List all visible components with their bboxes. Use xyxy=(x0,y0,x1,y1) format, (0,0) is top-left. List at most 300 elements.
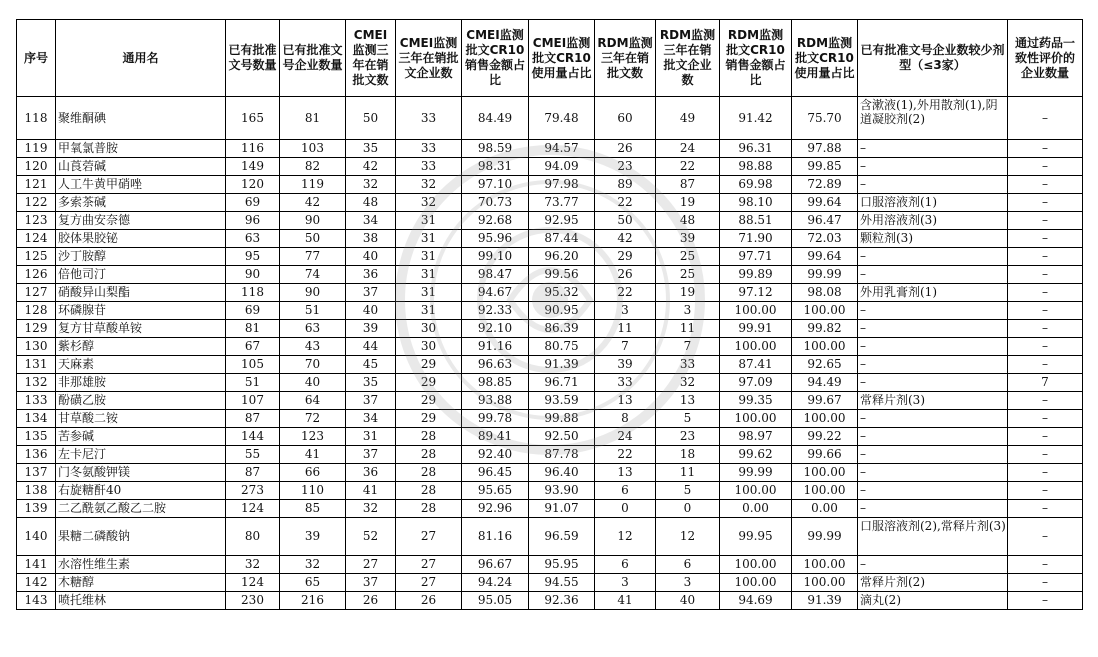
table-cell-col-0: 118 xyxy=(17,97,56,140)
column-header-4: CMEI监测三年在销批文数 xyxy=(346,20,396,97)
header-row xyxy=(17,20,1083,97)
table-cell-col-0: 122 xyxy=(17,194,56,212)
table-cell-col-7: 87.44 xyxy=(529,230,595,248)
table-cell-col-4: 35 xyxy=(346,374,396,392)
table-cell-col-1: 木糖醇 xyxy=(56,574,226,592)
table-cell-col-8: 6 xyxy=(595,482,656,500)
table-cell-col-13: – xyxy=(1008,592,1083,610)
table-row xyxy=(17,158,1083,176)
column-header-12: 已有批准文号企业数较少剂型（≤3家） xyxy=(858,20,1008,97)
table-row xyxy=(17,410,1083,428)
table-row xyxy=(17,428,1083,446)
table-cell-col-4: 37 xyxy=(346,574,396,592)
table-cell-col-4: 37 xyxy=(346,392,396,410)
table-cell-col-0: 121 xyxy=(17,176,56,194)
table-cell-col-1: 聚维酮碘 xyxy=(56,97,226,140)
table-cell-col-4: 37 xyxy=(346,446,396,464)
table-cell-col-5: 29 xyxy=(396,392,462,410)
table-cell-col-10: 97.09 xyxy=(720,374,792,392)
table-cell-col-11: 72.03 xyxy=(792,230,858,248)
table-row xyxy=(17,574,1083,592)
table-cell-col-7: 91.07 xyxy=(529,500,595,518)
table-cell-col-10: 99.95 xyxy=(720,518,792,556)
table-cell-col-11: 99.67 xyxy=(792,392,858,410)
table-cell-col-13: – xyxy=(1008,446,1083,464)
table-cell-col-6: 95.05 xyxy=(462,592,529,610)
table-cell-col-0: 120 xyxy=(17,158,56,176)
table-row xyxy=(17,248,1083,266)
table-cell-col-4: 40 xyxy=(346,302,396,320)
table-cell-col-13: – xyxy=(1008,158,1083,176)
table-cell-col-6: 95.96 xyxy=(462,230,529,248)
table-cell-col-11: 96.47 xyxy=(792,212,858,230)
table-cell-col-11: 72.89 xyxy=(792,176,858,194)
table-cell-col-3: 85 xyxy=(280,500,346,518)
table-cell-col-7: 99.56 xyxy=(529,266,595,284)
table-cell-col-0: 137 xyxy=(17,464,56,482)
table-cell-col-10: 94.69 xyxy=(720,592,792,610)
table-cell-col-12: – xyxy=(858,356,1008,374)
table-cell-col-12: 常释片剂(2) xyxy=(858,574,1008,592)
table-cell-col-12: 口服溶液剂(1) xyxy=(858,194,1008,212)
table-header xyxy=(17,20,1083,97)
table-cell-col-6: 97.10 xyxy=(462,176,529,194)
column-header-5: CMEI监测三年在销批文企业数 xyxy=(396,20,462,97)
table-cell-col-1: 山莨菪碱 xyxy=(56,158,226,176)
column-header-1: 通用名 xyxy=(56,20,226,97)
table-cell-col-8: 41 xyxy=(595,592,656,610)
table-cell-col-4: 52 xyxy=(346,518,396,556)
table-cell-col-1: 甘草酸二铵 xyxy=(56,410,226,428)
table-cell-col-11: 0.00 xyxy=(792,500,858,518)
table-cell-col-4: 32 xyxy=(346,176,396,194)
table-cell-col-5: 28 xyxy=(396,482,462,500)
table-cell-col-4: 34 xyxy=(346,410,396,428)
table-cell-col-11: 100.00 xyxy=(792,302,858,320)
table-cell-col-7: 93.59 xyxy=(529,392,595,410)
table-cell-col-4: 26 xyxy=(346,592,396,610)
table-cell-col-8: 11 xyxy=(595,320,656,338)
table-cell-col-5: 31 xyxy=(396,284,462,302)
table-cell-col-3: 32 xyxy=(280,556,346,574)
table-cell-col-3: 65 xyxy=(280,574,346,592)
table-cell-col-9: 33 xyxy=(656,356,720,374)
table-row xyxy=(17,482,1083,500)
table-cell-col-6: 96.63 xyxy=(462,356,529,374)
table-cell-col-0: 133 xyxy=(17,392,56,410)
table-cell-col-8: 29 xyxy=(595,248,656,266)
table-cell-col-11: 99.64 xyxy=(792,194,858,212)
table-cell-col-5: 33 xyxy=(396,140,462,158)
table-cell-col-12: – xyxy=(858,266,1008,284)
table-cell-col-13: – xyxy=(1008,574,1083,592)
table-cell-col-6: 94.24 xyxy=(462,574,529,592)
table-cell-col-6: 98.85 xyxy=(462,374,529,392)
table-cell-col-0: 132 xyxy=(17,374,56,392)
table-cell-col-3: 82 xyxy=(280,158,346,176)
table-cell-col-10: 98.88 xyxy=(720,158,792,176)
table-row xyxy=(17,284,1083,302)
table-cell-col-2: 81 xyxy=(226,320,280,338)
table-cell-col-9: 5 xyxy=(656,410,720,428)
table-cell-col-9: 49 xyxy=(656,97,720,140)
table-cell-col-8: 24 xyxy=(595,428,656,446)
table-row xyxy=(17,140,1083,158)
table-cell-col-3: 81 xyxy=(280,97,346,140)
table-cell-col-10: 99.35 xyxy=(720,392,792,410)
table-cell-col-5: 31 xyxy=(396,266,462,284)
table-cell-col-13: – xyxy=(1008,320,1083,338)
table-cell-col-1: 多索茶碱 xyxy=(56,194,226,212)
table-cell-col-9: 23 xyxy=(656,428,720,446)
table-cell-col-3: 70 xyxy=(280,356,346,374)
table-cell-col-6: 95.65 xyxy=(462,482,529,500)
table-cell-col-3: 216 xyxy=(280,592,346,610)
column-header-8: RDM监测三年在销批文数 xyxy=(595,20,656,97)
table-cell-col-10: 96.31 xyxy=(720,140,792,158)
table-cell-col-12: – xyxy=(858,338,1008,356)
table-cell-col-0: 125 xyxy=(17,248,56,266)
table-cell-col-8: 33 xyxy=(595,374,656,392)
table-row xyxy=(17,556,1083,574)
table-cell-col-1: 左卡尼汀 xyxy=(56,446,226,464)
table-cell-col-8: 39 xyxy=(595,356,656,374)
table-cell-col-1: 硝酸异山梨酯 xyxy=(56,284,226,302)
table-cell-col-13: – xyxy=(1008,176,1083,194)
table-cell-col-2: 69 xyxy=(226,302,280,320)
table-cell-col-7: 79.48 xyxy=(529,97,595,140)
table-cell-col-11: 91.39 xyxy=(792,592,858,610)
table-cell-col-1: 水溶性维生素 xyxy=(56,556,226,574)
table-cell-col-11: 98.08 xyxy=(792,284,858,302)
table-cell-col-1: 人工牛黄甲硝唑 xyxy=(56,176,226,194)
table-row xyxy=(17,518,1083,556)
table-cell-col-9: 7 xyxy=(656,338,720,356)
table-cell-col-11: 100.00 xyxy=(792,574,858,592)
table-cell-col-6: 92.40 xyxy=(462,446,529,464)
table-cell-col-13: – xyxy=(1008,356,1083,374)
table-row xyxy=(17,356,1083,374)
table-cell-col-11: 99.99 xyxy=(792,266,858,284)
table-cell-col-4: 34 xyxy=(346,212,396,230)
table-cell-col-4: 36 xyxy=(346,266,396,284)
table-cell-col-5: 28 xyxy=(396,500,462,518)
table-cell-col-7: 92.36 xyxy=(529,592,595,610)
table-cell-col-11: 100.00 xyxy=(792,464,858,482)
table-cell-col-2: 87 xyxy=(226,464,280,482)
table-cell-col-7: 93.90 xyxy=(529,482,595,500)
table-cell-col-6: 98.59 xyxy=(462,140,529,158)
table-cell-col-1: 二乙酰氨乙酸乙二胺 xyxy=(56,500,226,518)
table-cell-col-2: 107 xyxy=(226,392,280,410)
table-cell-col-9: 22 xyxy=(656,158,720,176)
table-cell-col-2: 95 xyxy=(226,248,280,266)
table-row xyxy=(17,176,1083,194)
table-cell-col-2: 51 xyxy=(226,374,280,392)
table-cell-col-5: 31 xyxy=(396,230,462,248)
table-cell-col-9: 40 xyxy=(656,592,720,610)
table-cell-col-13: – xyxy=(1008,410,1083,428)
table-cell-col-8: 8 xyxy=(595,410,656,428)
table-cell-col-10: 91.42 xyxy=(720,97,792,140)
table-cell-col-1: 果糖二磷酸钠 xyxy=(56,518,226,556)
table-cell-col-13: – xyxy=(1008,338,1083,356)
table-cell-col-6: 92.10 xyxy=(462,320,529,338)
table-cell-col-3: 90 xyxy=(280,212,346,230)
table-cell-col-12: – xyxy=(858,410,1008,428)
table-cell-col-3: 123 xyxy=(280,428,346,446)
table-cell-col-11: 94.49 xyxy=(792,374,858,392)
table-cell-col-12: 口服溶液剂(2),常释片剂(3) xyxy=(858,518,1008,556)
table-cell-col-6: 89.41 xyxy=(462,428,529,446)
column-header-7: CMEI监测批文CR10使用量占比 xyxy=(529,20,595,97)
table-cell-col-6: 92.68 xyxy=(462,212,529,230)
table-cell-col-2: 80 xyxy=(226,518,280,556)
table-cell-col-9: 3 xyxy=(656,574,720,592)
table-cell-col-11: 92.65 xyxy=(792,356,858,374)
table-cell-col-12: – xyxy=(858,428,1008,446)
table-cell-col-12: – xyxy=(858,140,1008,158)
table-cell-col-11: 99.82 xyxy=(792,320,858,338)
table-cell-col-13: – xyxy=(1008,482,1083,500)
table-cell-col-11: 99.22 xyxy=(792,428,858,446)
table-cell-col-10: 0.00 xyxy=(720,500,792,518)
table-cell-col-8: 13 xyxy=(595,392,656,410)
table-cell-col-12: – xyxy=(858,320,1008,338)
table-cell-col-4: 45 xyxy=(346,356,396,374)
table-cell-col-2: 69 xyxy=(226,194,280,212)
table-cell-col-4: 42 xyxy=(346,158,396,176)
table-cell-col-7: 92.50 xyxy=(529,428,595,446)
table-row xyxy=(17,464,1083,482)
table-cell-col-2: 87 xyxy=(226,410,280,428)
table-cell-col-4: 44 xyxy=(346,338,396,356)
table-cell-col-10: 100.00 xyxy=(720,338,792,356)
table-cell-col-5: 32 xyxy=(396,176,462,194)
table-cell-col-5: 28 xyxy=(396,446,462,464)
table-cell-col-3: 77 xyxy=(280,248,346,266)
table-cell-col-12: – xyxy=(858,464,1008,482)
table-cell-col-4: 32 xyxy=(346,500,396,518)
table-cell-col-2: 105 xyxy=(226,356,280,374)
table-cell-col-2: 90 xyxy=(226,266,280,284)
table-cell-col-1: 沙丁胺醇 xyxy=(56,248,226,266)
table-cell-col-7: 90.95 xyxy=(529,302,595,320)
table-cell-col-2: 118 xyxy=(226,284,280,302)
drug-data-table xyxy=(16,19,1083,610)
table-cell-col-8: 3 xyxy=(595,574,656,592)
table-cell-col-7: 87.78 xyxy=(529,446,595,464)
table-cell-col-8: 60 xyxy=(595,97,656,140)
table-cell-col-1: 倍他司汀 xyxy=(56,266,226,284)
table-cell-col-11: 99.64 xyxy=(792,248,858,266)
table-cell-col-5: 30 xyxy=(396,320,462,338)
table-cell-col-0: 134 xyxy=(17,410,56,428)
table-row xyxy=(17,97,1083,140)
table-cell-col-2: 165 xyxy=(226,97,280,140)
table-cell-col-13: – xyxy=(1008,392,1083,410)
table-cell-col-2: 230 xyxy=(226,592,280,610)
table-cell-col-11: 97.88 xyxy=(792,140,858,158)
table-cell-col-8: 89 xyxy=(595,176,656,194)
table-cell-col-4: 41 xyxy=(346,482,396,500)
table-cell-col-1: 喷托维林 xyxy=(56,592,226,610)
table-cell-col-13: – xyxy=(1008,428,1083,446)
table-cell-col-9: 25 xyxy=(656,266,720,284)
table-cell-col-5: 31 xyxy=(396,302,462,320)
table-cell-col-0: 140 xyxy=(17,518,56,556)
table-cell-col-9: 19 xyxy=(656,284,720,302)
table-cell-col-6: 92.96 xyxy=(462,500,529,518)
table-cell-col-12: – xyxy=(858,556,1008,574)
table-cell-col-10: 97.12 xyxy=(720,284,792,302)
table-cell-col-13: – xyxy=(1008,194,1083,212)
table-cell-col-4: 48 xyxy=(346,194,396,212)
table-cell-col-8: 22 xyxy=(595,194,656,212)
table-cell-col-7: 94.57 xyxy=(529,140,595,158)
table-cell-col-10: 100.00 xyxy=(720,410,792,428)
table-cell-col-13: – xyxy=(1008,266,1083,284)
table-cell-col-12: – xyxy=(858,374,1008,392)
table-cell-col-5: 31 xyxy=(396,212,462,230)
table-cell-col-2: 55 xyxy=(226,446,280,464)
table-cell-col-2: 32 xyxy=(226,556,280,574)
table-cell-col-2: 124 xyxy=(226,500,280,518)
table-cell-col-3: 63 xyxy=(280,320,346,338)
table-cell-col-10: 87.41 xyxy=(720,356,792,374)
table-cell-col-4: 37 xyxy=(346,284,396,302)
table-cell-col-12: – xyxy=(858,482,1008,500)
table-cell-col-13: – xyxy=(1008,302,1083,320)
table-cell-col-9: 32 xyxy=(656,374,720,392)
table-cell-col-6: 99.10 xyxy=(462,248,529,266)
table-cell-col-10: 100.00 xyxy=(720,574,792,592)
table-cell-col-8: 22 xyxy=(595,446,656,464)
column-header-2: 已有批准文号数量 xyxy=(226,20,280,97)
table-cell-col-5: 29 xyxy=(396,356,462,374)
table-cell-col-7: 92.95 xyxy=(529,212,595,230)
table-cell-col-9: 12 xyxy=(656,518,720,556)
table-cell-col-9: 19 xyxy=(656,194,720,212)
table-cell-col-5: 27 xyxy=(396,556,462,574)
table-row xyxy=(17,320,1083,338)
table-cell-col-12: 颗粒剂(3) xyxy=(858,230,1008,248)
column-header-9: RDM监测三年在销批文企业数 xyxy=(656,20,720,97)
table-cell-col-8: 7 xyxy=(595,338,656,356)
table-cell-col-0: 131 xyxy=(17,356,56,374)
table-cell-col-10: 99.91 xyxy=(720,320,792,338)
table-row xyxy=(17,338,1083,356)
table-cell-col-0: 123 xyxy=(17,212,56,230)
table-cell-col-0: 119 xyxy=(17,140,56,158)
table-row xyxy=(17,230,1083,248)
table-row xyxy=(17,302,1083,320)
table-cell-col-1: 环磷腺苷 xyxy=(56,302,226,320)
table-cell-col-10: 98.10 xyxy=(720,194,792,212)
table-cell-col-1: 复方甘草酸单铵 xyxy=(56,320,226,338)
table-cell-col-12: – xyxy=(858,500,1008,518)
table-cell-col-5: 33 xyxy=(396,158,462,176)
table-cell-col-3: 40 xyxy=(280,374,346,392)
table-cell-col-12: – xyxy=(858,302,1008,320)
table-cell-col-6: 93.88 xyxy=(462,392,529,410)
table-row xyxy=(17,592,1083,610)
table-cell-col-9: 3 xyxy=(656,302,720,320)
table-cell-col-5: 29 xyxy=(396,374,462,392)
table-cell-col-0: 135 xyxy=(17,428,56,446)
table-cell-col-7: 96.40 xyxy=(529,464,595,482)
table-cell-col-12: – xyxy=(858,158,1008,176)
table-cell-col-11: 99.66 xyxy=(792,446,858,464)
table-cell-col-13: – xyxy=(1008,500,1083,518)
table-cell-col-8: 23 xyxy=(595,158,656,176)
table-cell-col-6: 84.49 xyxy=(462,97,529,140)
table-cell-col-9: 11 xyxy=(656,320,720,338)
table-cell-col-3: 64 xyxy=(280,392,346,410)
table-row xyxy=(17,212,1083,230)
table-cell-col-8: 12 xyxy=(595,518,656,556)
table-row xyxy=(17,194,1083,212)
table-cell-col-4: 38 xyxy=(346,230,396,248)
table-cell-col-9: 18 xyxy=(656,446,720,464)
table-cell-col-12: 外用乳膏剂(1) xyxy=(858,284,1008,302)
table-cell-col-9: 39 xyxy=(656,230,720,248)
table-cell-col-1: 非那雄胺 xyxy=(56,374,226,392)
table-cell-col-5: 26 xyxy=(396,592,462,610)
table-cell-col-8: 6 xyxy=(595,556,656,574)
table-cell-col-6: 99.78 xyxy=(462,410,529,428)
table-cell-col-3: 74 xyxy=(280,266,346,284)
table-cell-col-9: 5 xyxy=(656,482,720,500)
table-cell-col-11: 100.00 xyxy=(792,338,858,356)
table-cell-col-3: 119 xyxy=(280,176,346,194)
table-cell-col-4: 36 xyxy=(346,464,396,482)
table-cell-col-8: 50 xyxy=(595,212,656,230)
table-cell-col-3: 39 xyxy=(280,518,346,556)
table-cell-col-7: 80.75 xyxy=(529,338,595,356)
table-cell-col-10: 69.98 xyxy=(720,176,792,194)
table-cell-col-0: 124 xyxy=(17,230,56,248)
column-header-13: 通过药品一致性评价的企业数量 xyxy=(1008,20,1083,97)
table-cell-col-10: 71.90 xyxy=(720,230,792,248)
table-cell-col-5: 31 xyxy=(396,248,462,266)
table-cell-col-12: – xyxy=(858,446,1008,464)
table-cell-col-8: 3 xyxy=(595,302,656,320)
table-cell-col-3: 50 xyxy=(280,230,346,248)
table-cell-col-3: 103 xyxy=(280,140,346,158)
table-cell-col-1: 紫杉醇 xyxy=(56,338,226,356)
table-cell-col-7: 94.55 xyxy=(529,574,595,592)
table-row xyxy=(17,500,1083,518)
table-cell-col-1: 胶体果胶铋 xyxy=(56,230,226,248)
table-cell-col-1: 苦参碱 xyxy=(56,428,226,446)
table-cell-col-7: 96.71 xyxy=(529,374,595,392)
table-cell-col-13: – xyxy=(1008,230,1083,248)
table-row xyxy=(17,374,1083,392)
table-cell-col-10: 100.00 xyxy=(720,302,792,320)
table-cell-col-1: 甲氧氯普胺 xyxy=(56,140,226,158)
table-cell-col-13: – xyxy=(1008,284,1083,302)
table-cell-col-5: 27 xyxy=(396,518,462,556)
table-cell-col-2: 120 xyxy=(226,176,280,194)
table-cell-col-7: 96.59 xyxy=(529,518,595,556)
table-cell-col-9: 11 xyxy=(656,464,720,482)
table-cell-col-10: 100.00 xyxy=(720,556,792,574)
table-cell-col-4: 27 xyxy=(346,556,396,574)
table-cell-col-11: 100.00 xyxy=(792,556,858,574)
table-cell-col-6: 92.33 xyxy=(462,302,529,320)
table-cell-col-7: 94.09 xyxy=(529,158,595,176)
